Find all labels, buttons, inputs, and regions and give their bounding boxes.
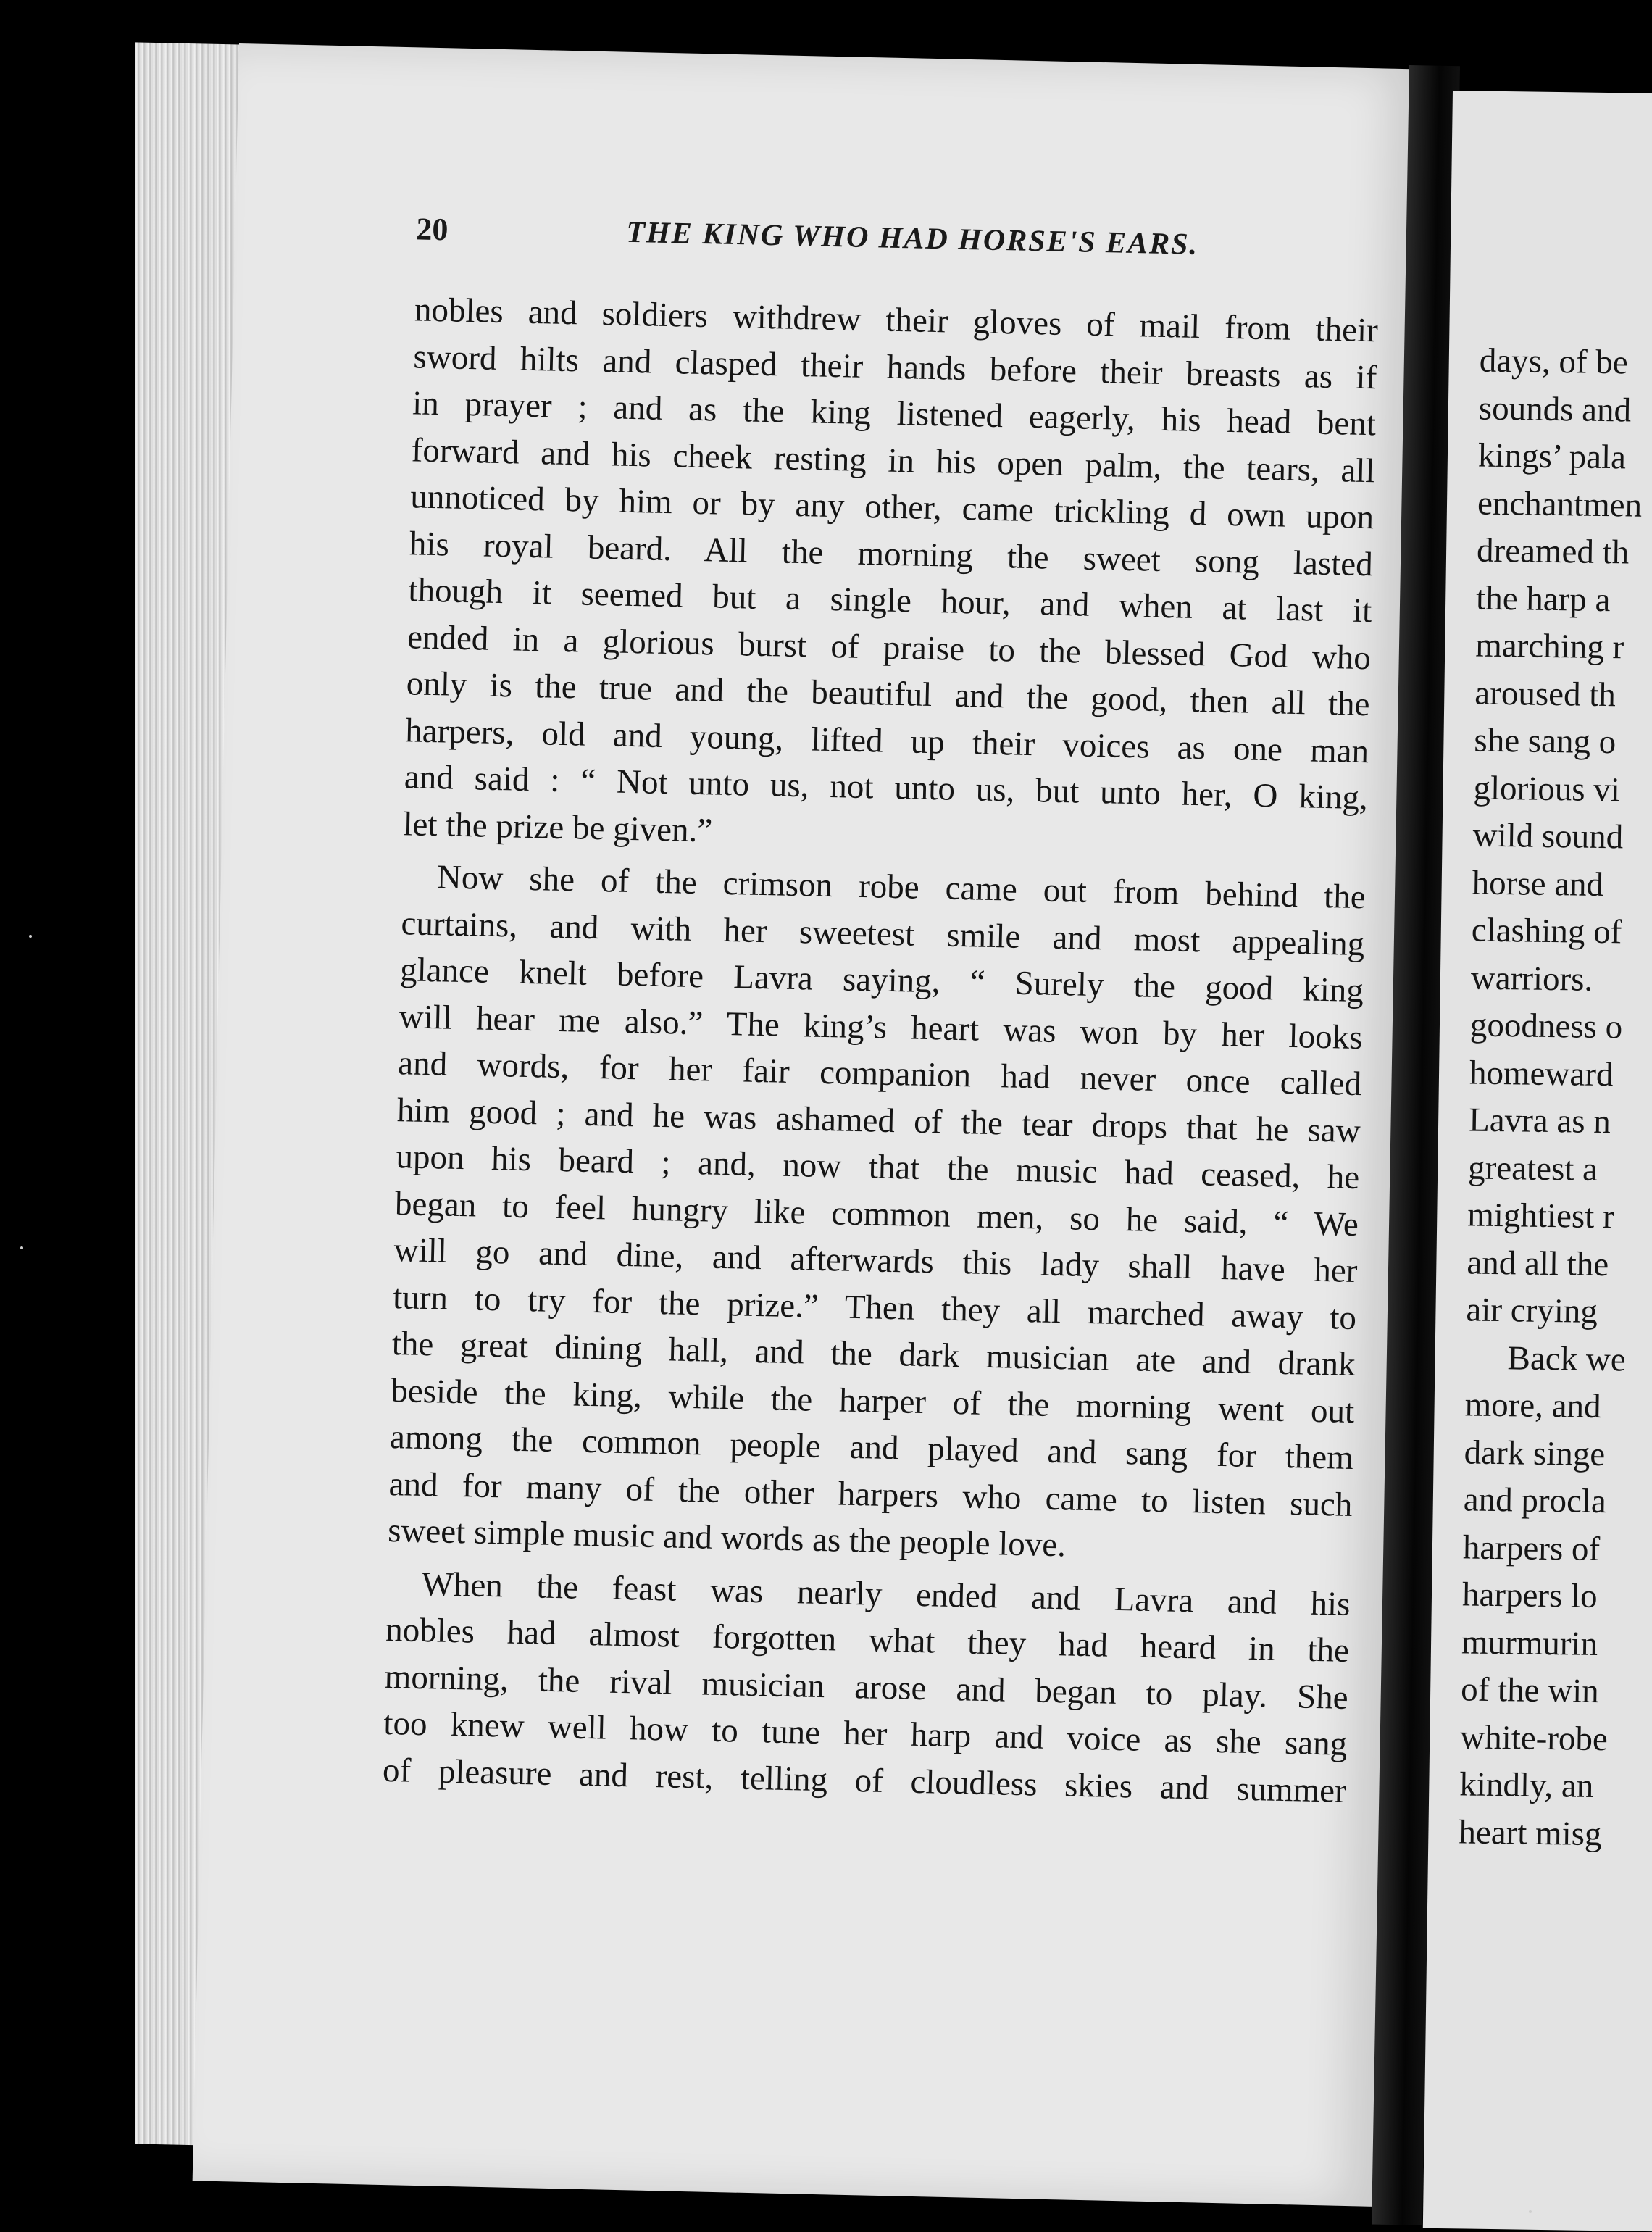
text-line: kings’ pala [1477, 436, 1627, 477]
text-line: of pleasure and rest, telling of cloudless skies and summer [382, 1751, 1347, 1810]
text-line: began to feel hungry like common men, so he said, “ We [394, 1184, 1359, 1244]
text-line: will hear me also.” The king’s heart was won by her looks [399, 997, 1364, 1057]
text-line: dreamed th [1476, 531, 1630, 572]
text-line: and procla [1463, 1481, 1607, 1521]
text-line: ended in a glorious burst of praise to the blessed God who [406, 617, 1372, 677]
text-line: morning, the rival musician arose and began to play. She [384, 1657, 1349, 1717]
text-line: among the common people and played and sang for them [389, 1418, 1354, 1478]
text-line: curtains, and with her sweetest smile and most appealing [401, 904, 1365, 963]
text-line: only is the true and the beautiful and the good, then all the [406, 665, 1371, 724]
text-line: sword hilts and clasped their hands before their breasts as if [413, 337, 1377, 396]
text-line: his royal beard. All the morning the sweet song lasted [409, 524, 1374, 583]
text-line: nobles had almost forgotten what they had heard in the [385, 1610, 1350, 1670]
text-line: marching r [1474, 626, 1624, 667]
text-line: him good ; and he was ashamed of the tear drops that he saw [396, 1091, 1361, 1150]
text-line: too knew well how to tune her harp and voice as she sang [383, 1704, 1348, 1763]
text-line: sounds and [1478, 389, 1632, 429]
text-line: and all the [1467, 1243, 1609, 1283]
text-line: though it seemed but a single hour, and when at last it [408, 571, 1372, 630]
text-line: will go and dine, and afterwards this lady shall have her [393, 1231, 1358, 1291]
text-line: turn to try for the prize.” Then they all marched away to [392, 1278, 1357, 1337]
text-line: forward and his cheek resting in his open palm, the tears, all [411, 430, 1376, 490]
text-line: warriors. [1470, 958, 1593, 999]
text-line: let the prize be given.” [402, 804, 713, 850]
text-line: enchantmen [1477, 484, 1643, 525]
text-line: murmurin [1461, 1623, 1598, 1663]
body-text [382, 286, 1378, 1815]
text-line: heart misg [1459, 1812, 1602, 1853]
text-line: of the win [1460, 1670, 1600, 1711]
text-line: and said : “ Not unto us, not unto us, but unto her, O king, [404, 758, 1369, 817]
text-line: Now she of the crimson robe came out from behind the [436, 858, 1367, 917]
text-line: aroused th [1474, 674, 1616, 714]
text-line: mightiest r [1467, 1196, 1615, 1236]
right-page [1423, 91, 1652, 2231]
text-line: glorious vi [1473, 768, 1621, 809]
text-line: beside the king, while the harper of the morning went out [390, 1371, 1355, 1431]
text-line: kindly, an [1459, 1765, 1594, 1805]
text-line: the great dining hall, and the dark musician ate and drank [391, 1325, 1356, 1384]
text-line: greatest a [1467, 1148, 1598, 1188]
text-line: upon his beard ; and, now that the music had ceased, he [395, 1138, 1360, 1197]
text-line: more, and [1464, 1386, 1601, 1426]
text-line: she sang o [1474, 721, 1616, 762]
page-number: 20 [415, 211, 449, 248]
text-line: days, of be [1479, 341, 1629, 382]
text-line: and words, for her fair companion had never once called [397, 1044, 1362, 1104]
text-line: harpers of [1462, 1528, 1601, 1568]
scan-speck [1529, 2210, 1532, 2213]
text-line: and for many of the other harpers who came to listen such [388, 1465, 1353, 1524]
text-line: Lavra as n [1468, 1101, 1611, 1141]
text-line: homeward [1469, 1053, 1614, 1094]
text-line: wild sound [1472, 816, 1624, 857]
scan-speck [20, 1246, 23, 1249]
text-line: dark singe [1464, 1433, 1606, 1473]
right-page-text [1459, 338, 1652, 1860]
scan-speck [29, 935, 32, 938]
text-line: in prayer ; and as the king listened eagerly, his head bent [412, 384, 1377, 444]
text-line: the harp a [1475, 579, 1611, 619]
text-line: When the feast was nearly ended and Lavra and his [421, 1565, 1351, 1623]
text-line: air crying [1466, 1291, 1598, 1331]
text-line: Back we [1507, 1338, 1627, 1379]
text-line: sweet simple music and words as the people love. [387, 1511, 1067, 1565]
text-line: white-robe [1459, 1717, 1609, 1758]
running-title: THE KING WHO HAD HORSE'S EARS. [625, 215, 1199, 262]
text-line: nobles and soldiers withdrew their gloves of mail from their [414, 291, 1379, 350]
text-line: harpers lo [1461, 1575, 1598, 1615]
left-page [193, 43, 1420, 2207]
text-line: horse and [1472, 863, 1604, 904]
text-line: unnoticed by him or by any other, came trickling d own upon [409, 478, 1374, 537]
running-head [416, 210, 1330, 280]
text-line: glance knelt before Lavra saying, “ Surely the good king [399, 951, 1364, 1010]
text-line: goodness o [1469, 1006, 1623, 1046]
text-line: clashing of [1471, 911, 1622, 951]
text-line: harpers, old and young, lifted up their voices as one man [404, 711, 1369, 770]
